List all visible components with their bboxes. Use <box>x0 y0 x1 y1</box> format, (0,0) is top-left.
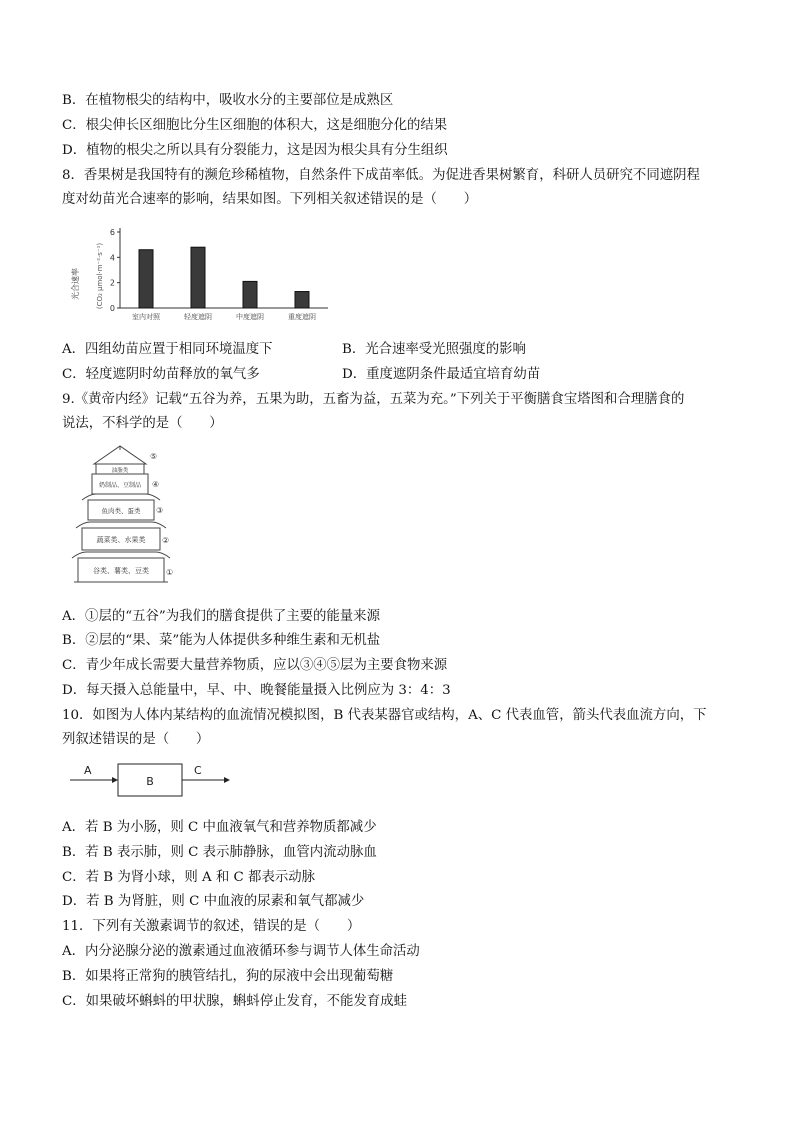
q9-stem-line1: 9.《黄帝内经》记载“五谷为养，五果为助，五畜为益，五菜为充。”下列关于平衡膳食宝塔图和合理膳食的 <box>62 392 685 407</box>
q8-stem-line2: 度对幼苗光合速率的影响，结果如图。下列相关叙述错误的是（ ） <box>62 192 478 207</box>
q11-option-a: A．内分泌腺分泌的激素通过血液循环参与调节人体生命活动 <box>62 944 420 959</box>
q9-option-d: D．每天摄入总能量中，早、中、晚餐能量摄入比例应为 3：4：3 <box>62 683 451 698</box>
pyramid-level-2: ② <box>162 536 170 545</box>
q8-option-a: A．四组幼苗应置于相同环境温度下 <box>62 342 273 357</box>
pyramid-label-2: 蔬菜类、水果类 <box>96 536 146 544</box>
q10-option-d: D．若 B 为肾脏，则 C 中血液的尿素和氧气都减少 <box>62 894 365 909</box>
q7-option-d: D．植物的根尖之所以具有分裂能力，这是因为根尖具有分生组织 <box>62 143 448 158</box>
q9-stem-line2: 说法，不科学的是（ ） <box>62 416 223 431</box>
pyramid-level-1: ① <box>166 568 174 577</box>
q8-option-d: D．重度遮阴条件最适宜培育幼苗 <box>342 367 541 382</box>
bar-4 <box>295 292 309 308</box>
q10-option-a: A．若 B 为小肠，则 C 中血液氧气和营养物质都减少 <box>62 820 377 835</box>
q10-option-b: B．若 B 表示肺，则 C 表示肺静脉，血管内流动脉血 <box>62 845 377 860</box>
blood-flow-diagram <box>66 760 236 800</box>
q8-option-b: B．光合速率受光照强度的影响 <box>342 342 526 357</box>
q9-option-c: C．青少年成长需要大量营养物质，应以③④⑤层为主要食物来源 <box>62 658 448 673</box>
q8-option-c: C．轻度遮阴时幼苗释放的氧气多 <box>62 367 260 382</box>
q10-option-c: C．若 B 为肾小球，则 A 和 C 都表示动脉 <box>62 870 316 885</box>
vessel-c-label: C <box>194 764 202 777</box>
y-tick-label: 2 <box>109 278 115 288</box>
q9-option-b: B．②层的“果、菜”能为人体提供多种维生素和无机盐 <box>62 633 381 648</box>
bar-2 <box>191 247 205 308</box>
chart-ylabel: 光合速率 <box>71 268 80 300</box>
pyramid-level-5: ⑤ <box>150 452 158 461</box>
x-tick-label: 室内对照 <box>132 313 160 321</box>
q7-option-b: B．在植物根尖的结构中，吸收水分的主要部位是成熟区 <box>62 93 394 108</box>
pyramid-level-4: ④ <box>152 480 160 489</box>
food-pyramid-diagram <box>68 444 178 594</box>
bar-1 <box>139 250 153 308</box>
pyramid-label-4: 奶制品、豆制品 <box>98 482 142 489</box>
pyramid-label-3: 鱼肉类、蛋类 <box>101 507 141 515</box>
organ-b-label: B <box>146 775 154 788</box>
q11-option-c: C．如果破坏蝌蚪的甲状腺，蝌蚪停止发育，不能发育成蛙 <box>62 994 408 1009</box>
bar-3 <box>243 281 257 308</box>
y-tick-label: 0 <box>109 304 115 313</box>
shade-photosynthesis-chart <box>64 222 334 326</box>
q11-option-b: B．如果将正常狗的胰管结扎，狗的尿液中会出现葡萄糖 <box>62 969 394 984</box>
svg-text:(CO₂ μmol·m⁻²·s⁻¹): (CO₂ μmol·m⁻²·s⁻¹) <box>96 242 104 310</box>
y-tick-label: 6 <box>109 228 115 237</box>
q10-stem-line2: 列叙述错误的是（ ） <box>62 732 210 747</box>
q11-stem: 11．下列有关激素调节的叙述，错误的是（ ） <box>62 919 361 934</box>
vessel-a-label: A <box>84 764 92 777</box>
pyramid-level-3: ③ <box>156 506 164 515</box>
q10-stem-line1: 10．如图为人体内某结构的血流情况模拟图，B 代表某器官或结构，A、C 代表血管，箭头代表血流方向，下 <box>62 708 707 723</box>
q9-option-a: A．①层的“五谷”为我们的膳食提供了主要的能量来源 <box>62 609 380 624</box>
x-tick-label: 中度遮阴 <box>236 313 264 321</box>
x-tick-label: 重度遮阴 <box>288 313 316 321</box>
y-tick-label: 4 <box>109 253 115 263</box>
pyramid-label-1: 谷类、薯类、豆类 <box>93 567 149 575</box>
q8-stem-line1: 8．香果树是我国特有的濒危珍稀植物，自然条件下成苗率低。为促进香果树繁育，科研人员研究不同遮阴程 <box>62 168 700 183</box>
pyramid-label-5: 油脂类 <box>111 468 129 474</box>
x-tick-label: 轻度遮阴 <box>184 313 212 321</box>
q7-option-c: C．根尖伸长区细胞比分生区细胞的体积大，这是细胞分化的结果 <box>62 118 448 133</box>
